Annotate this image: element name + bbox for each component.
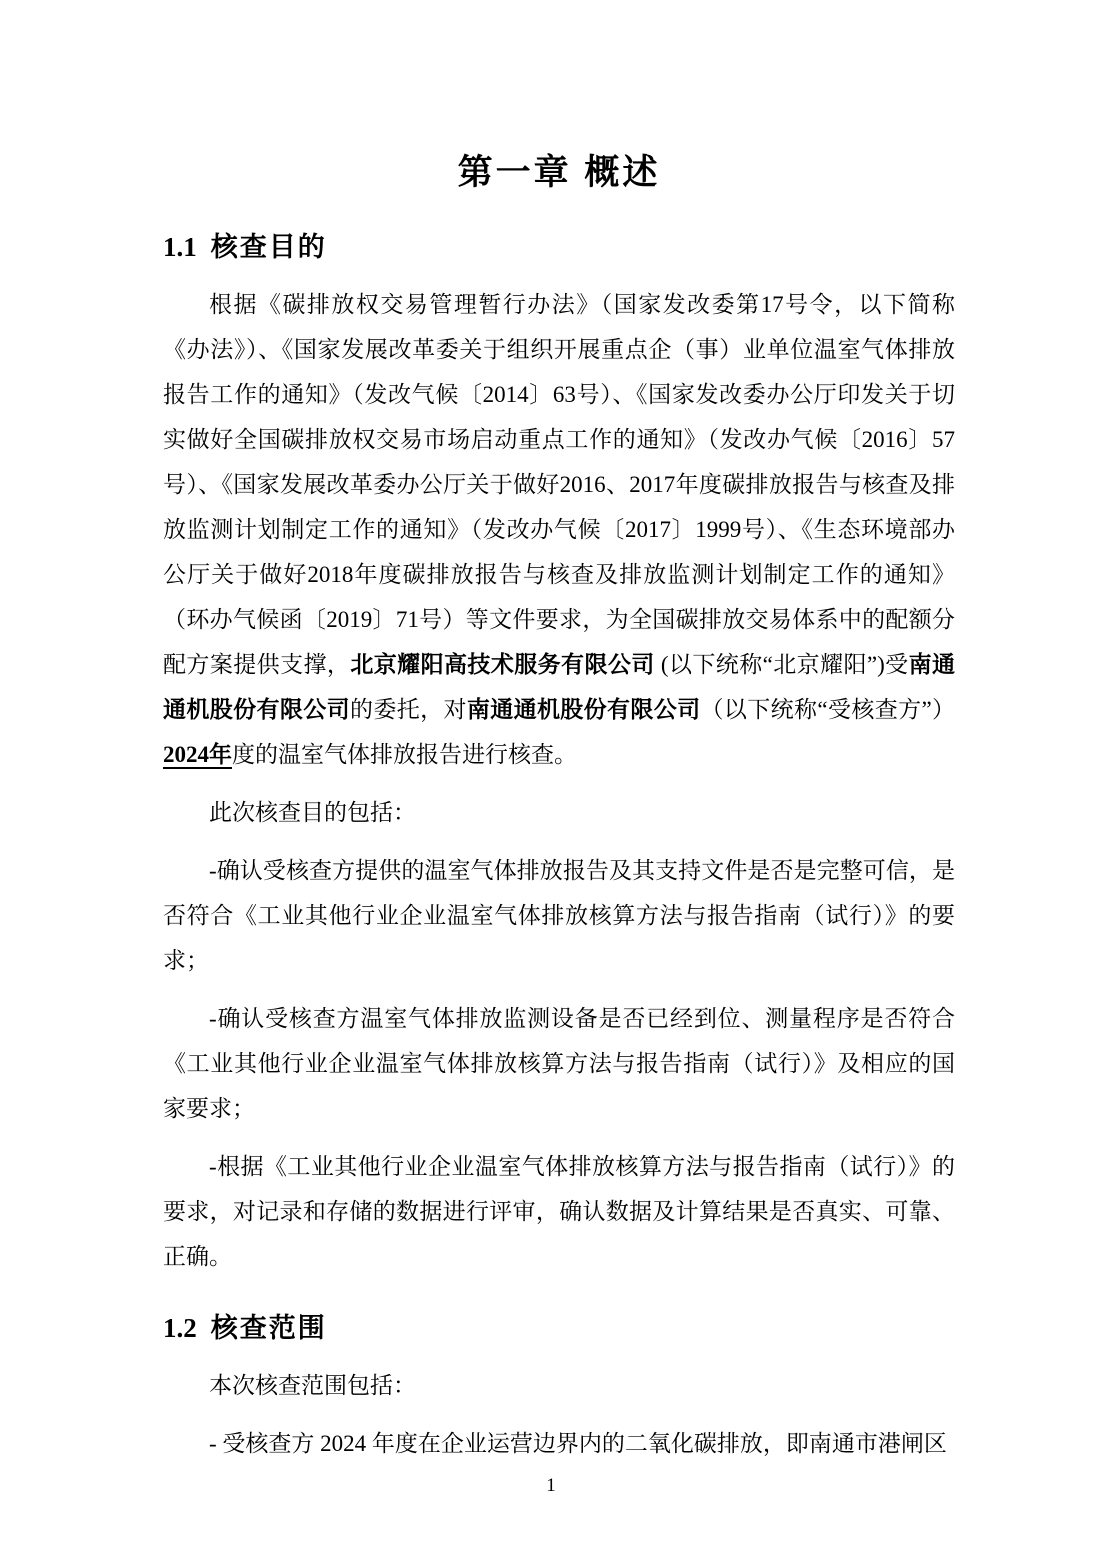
text-run: 此次核查目的包括：: [209, 800, 416, 825]
paragraph: [163, 1363, 955, 1408]
emphasis-text: 南通通机股份有限公司: [466, 697, 701, 722]
text-run: 根据《碳排放权交易管理暂行办法》（国家发改委第17号令，以下简称《办法》）、《国家发展改革委关于组织开展重点企（事）业单位温室气体排放报告工作的通知》（发改气候〔2014〕63号）、《国家发改委办公厅印发关于切实做好全国碳排放权交易市场启动重点工作的通知》（发改办气候〔2016〕57号）、《国家发展改革委办公厅关于做好2016、2017年度碳排放报告与核查及排放监测计划制定工作的通知》（发改办气候〔2017〕1999号）、《生态环境部办公厅关于做好2018年度碳排放报告与核查及排放监测计划制定工作的通知》（环办气候函〔2019〕71号）等文件要求，为全国碳排放交易体系中的配额分配方案提供支撑，: [163, 292, 955, 677]
chapter-title: 第一章 概述: [457, 153, 661, 192]
text-run: -确认受核查方温室气体排放监测设备是否已经到位、测量程序是否符合《工业其他行业企业温室气体排放核算方法与报告指南（试行）》及相应的国家要求；: [163, 1006, 955, 1121]
text-run: -确认受核查方提供的温室气体排放报告及其支持文件是否是完整可信，是否符合《工业其他行业企业温室气体排放核算方法与报告指南（试行）》的要求；: [163, 858, 955, 973]
text-run: (以下统称“北京耀阳”)受: [654, 652, 909, 677]
section-verification-purpose: [163, 228, 955, 1279]
paragraph: [163, 282, 955, 777]
text-run: 的委托，对: [349, 697, 467, 722]
page-footer: [0, 1475, 1102, 1497]
section-verification-scope: [163, 1309, 955, 1466]
paragraph: [163, 1421, 955, 1466]
paragraph: [163, 848, 955, 983]
page-number: 1: [546, 1475, 556, 1496]
section-title: 核查范围: [210, 1313, 327, 1343]
section-heading: [163, 1309, 955, 1347]
paragraph: [163, 996, 955, 1131]
emphasis-text: 南通通机股份有限公司: [163, 652, 956, 722]
paragraph: [163, 790, 955, 835]
text-run: （以下统称“受核查方”）: [700, 697, 956, 722]
section-body: [163, 282, 955, 1279]
section-body: [163, 1363, 955, 1466]
text-run: 度的温室气体排放报告进行核查。: [232, 742, 577, 767]
text-run: - 受核查方 2024 年度在企业运营边界内的二氧化碳排放，即南通市港闸区: [209, 1431, 947, 1456]
paragraph: [163, 1144, 955, 1279]
section-title: 核查目的: [210, 232, 327, 262]
section-number: 1.1: [163, 232, 197, 262]
emphasis-text: 北京耀阳高技术服务有限公司: [350, 652, 655, 677]
text-run: -根据《工业其他行业企业温室气体排放核算方法与报告指南（试行）》的要求，对记录和存储的数据进行评审，确认数据及计算结果是否真实、可靠、正确。: [163, 1154, 955, 1269]
section-number: 1.2: [163, 1313, 197, 1343]
underlined-emphasis-text: 2024年: [163, 742, 232, 767]
text-run: 本次核查范围包括：: [209, 1373, 416, 1398]
section-heading: [163, 228, 955, 266]
